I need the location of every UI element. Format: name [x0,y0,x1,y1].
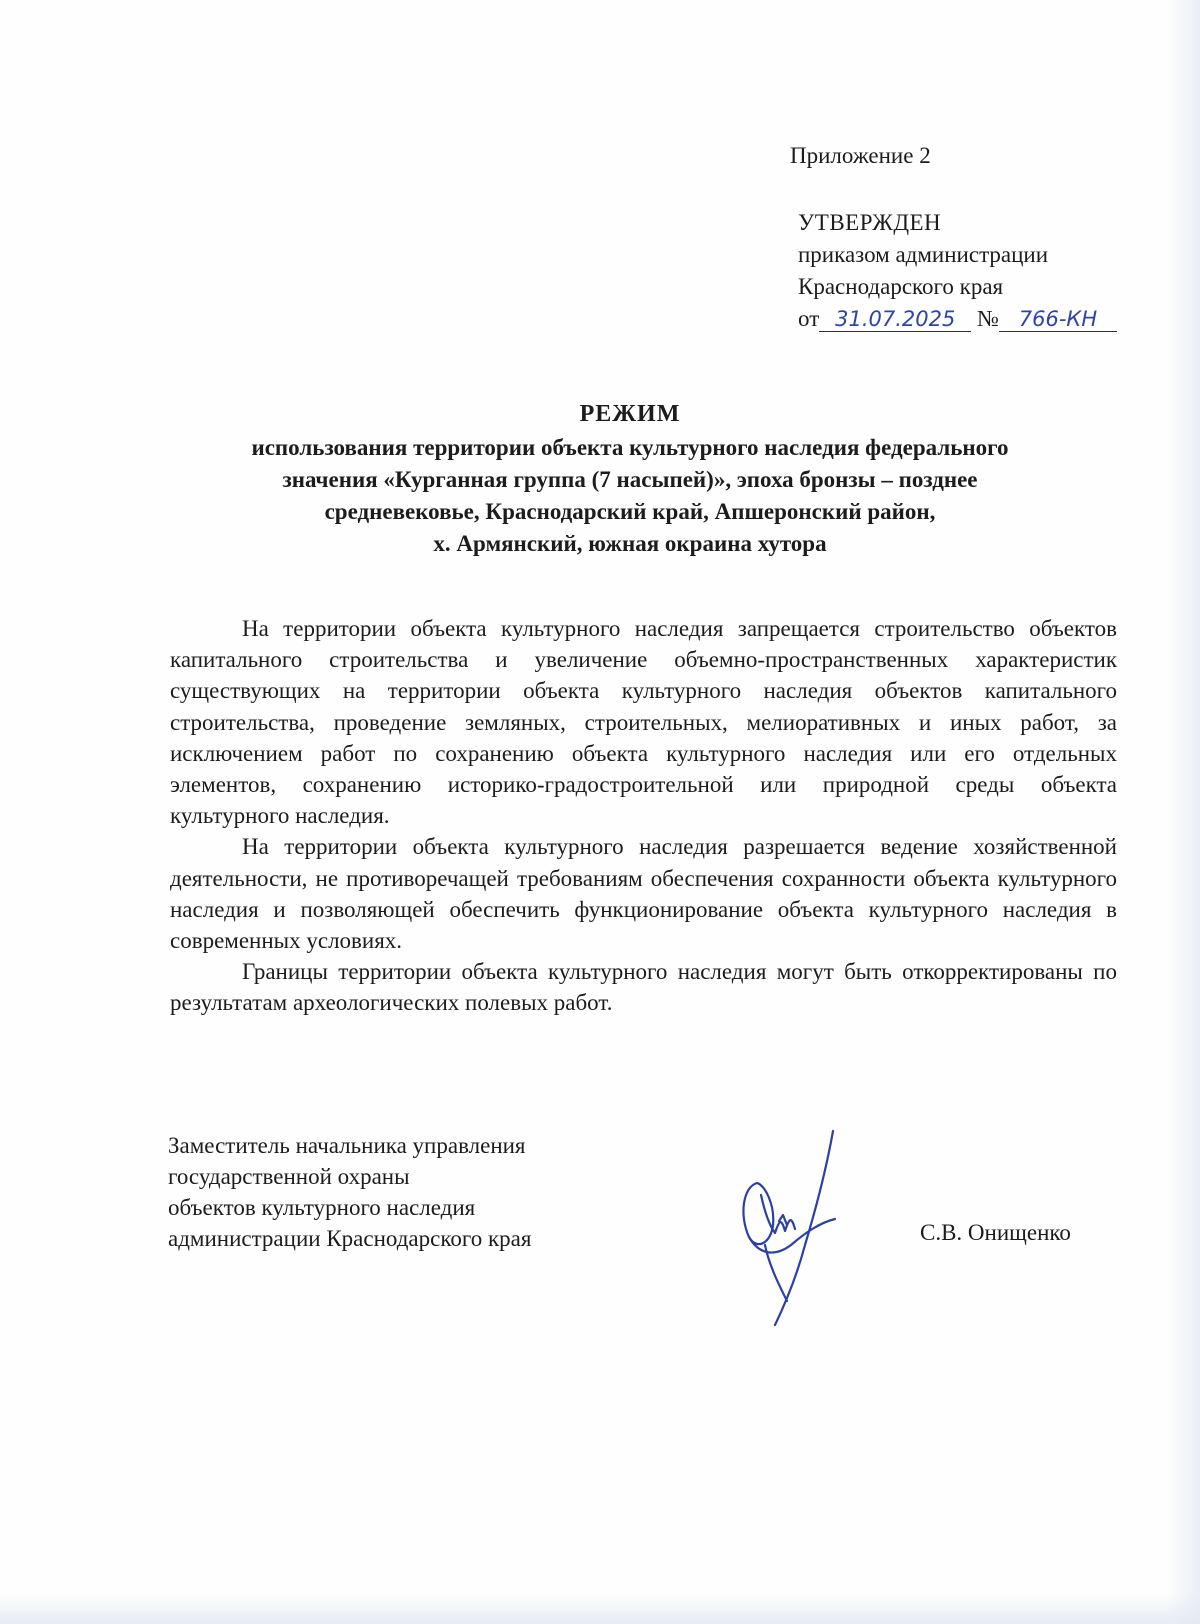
order-number-prefix: № [977,306,999,331]
title-main: РЕЖИМ [579,401,681,427]
order-date-handwritten: 31.07.2025 [819,307,971,332]
signer-name: С.В. Онищенко [920,1220,1071,1245]
title-subtitle-line-1: использования территории объекта культурного наследия федерального [251,435,1009,460]
order-line [798,303,1117,335]
order-number-handwritten: 766-КН [999,307,1117,332]
signer-position-line-1: Заместитель начальника управления [168,1133,526,1158]
approved-by-line-2: Краснодарского края [798,274,1004,299]
approved-by-line-1: приказом администрации [798,242,1049,267]
approved-heading: УТВЕРЖДЕН [798,210,942,235]
order-from-prefix: от [798,306,820,331]
handwritten-signature [735,1125,865,1335]
paragraph-boundaries: Границы территории объекта культурного наследия могут быть откорректированы по результатам археологических полевых работ. [170,959,1117,1016]
paragraph-permissions: На территории объекта культурного наследия разрешается ведение хозяйственной деятельности, не противоречащей требованиям обеспечения сохранности объекта культурного наследия и позволяющей обеспечить функционирование объекта культурного наследия в современных условиях. [170,834,1117,954]
paragraph-prohibitions: На территории объекта культурного наследия запрещается строительство объектов капитального строительства и увеличение объемно-пространственных характеристик существующих на территории объекта культурного наследия объектов капитального строительства, проведение земляных, строительных, мелиоративных и иных работ, за исключением работ по сохранению объекта культурного наследия или его отдельных элементов, сохранению историко-градостроительной или природной среды объекта культурного наследия. [170,616,1117,829]
appendix-label: Приложение 2 [790,143,931,168]
signer-position-line-2: государственной охраны [168,1164,410,1189]
scan-edge-shadow-bottom [0,1594,1200,1624]
signer-position [168,1130,531,1254]
title-subtitle-line-4: х. Армянский, южная окраина хутора [433,531,827,556]
document-title [140,398,1120,560]
title-subtitle-line-3: средневековье, Краснодарский край, Апшеронский район, [324,499,936,524]
approval-block [798,207,1117,335]
signer-position-line-4: администрации Краснодарского края [168,1226,532,1251]
document-body [170,613,1117,1019]
scan-edge-shadow-right [1166,0,1200,1624]
signer-position-line-3: объектов культурного наследия [168,1195,476,1220]
title-subtitle-line-2: значения «Курганная группа (7 насыпей)», эпоха бронзы – позднее [282,467,978,492]
